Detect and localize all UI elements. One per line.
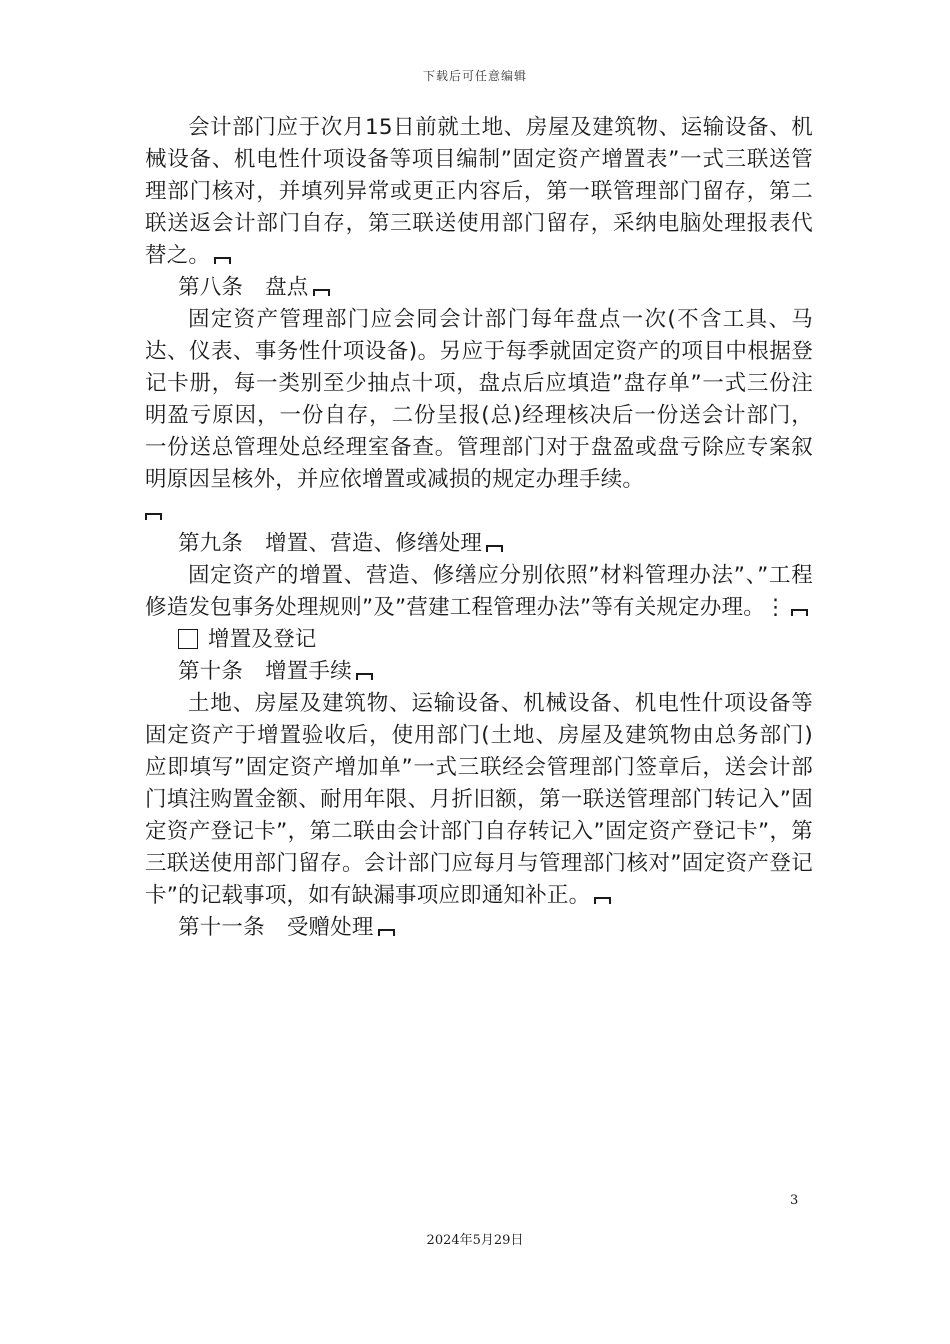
paragraph-mark-icon — [145, 513, 162, 520]
paragraph — [145, 304, 813, 496]
article-heading-10 — [145, 656, 813, 688]
article-number: 第十一条 — [178, 915, 265, 940]
paragraph-text: 固定资产管理部门应会同会计部门每年盘点一次(不含工具、马达、仪表、事务性什项设备)。另应于每季就固定资产的项目中根据登记卡册，每一类别至少抽点十项，盘点后应填造”盘存单”一式三份注明盈亏原因，一份自存，二份呈报(总)经理核决后一份送会计部门，一份送总管理处总经理室备查。管理部门对于盘盈或盘亏除应专案叙明原因呈核外，并应依增置或减损的规定办理手续。 — [145, 307, 813, 492]
paragraph-mark-icon — [313, 289, 330, 296]
paragraph-text: 会计部门应于次月15日前就土地、房屋及建筑物、运输设备、机械设备、机电性什项设备等项目编制”固定资产增置表”一式三联送管理部门核对，并填列异常或更正内容后，第一联管理部门留存，第二联送返会计部门自存，第三联送使用部门留存，采纳电脑处理报表代替之。 — [145, 115, 813, 268]
article-heading-11 — [145, 912, 813, 944]
article-number: 第八条 — [178, 275, 244, 300]
page-header: 下载后可任意编辑 — [422, 69, 527, 83]
page-footer-date: 2024年5月29日 — [426, 1233, 524, 1248]
paragraph-mark-icon — [791, 609, 808, 616]
article-title: 盘点 — [265, 275, 309, 300]
paragraph-mark-icon — [356, 673, 373, 680]
paragraph — [145, 560, 813, 624]
article-number: 第十条 — [178, 659, 244, 684]
paragraph-mark-icon — [486, 545, 503, 552]
paragraph-mark-icon — [214, 257, 231, 264]
paragraph-text: 土地、房屋及建筑物、运输设备、机械设备、机电性什项设备等固定资产于增置验收后，使用部门(土地、房屋及建筑物由总务部门)应即填写”固定资产增加单”一式三联经会管理部门签章后，送会计部门填注购置金额、耐用年限、月折旧额，第一联送管理部门转记入”固定资产登记卡”，第二联由会计部门自存转记入”固定资产登记卡”，第三联送使用部门留存。会计部门应每月与管理部门核对”固定资产登记卡”的记载事项，如有缺漏事项应即通知补正。 — [145, 691, 813, 908]
article-number: 第九条 — [178, 531, 244, 556]
article-title: 增置手续 — [265, 659, 352, 684]
paragraph-mark-icon — [594, 897, 611, 904]
article-heading-8 — [145, 272, 813, 304]
section-title: 增置及登记 — [208, 627, 317, 652]
article-title: 增置、营造、修缮处理 — [265, 531, 483, 556]
paragraph — [145, 688, 813, 912]
paragraph-mark-line — [145, 496, 813, 528]
page-number: 3 — [790, 1193, 799, 1208]
paragraph — [145, 112, 813, 272]
document-body — [145, 112, 813, 944]
checkbox-icon — [178, 629, 198, 649]
article-title: 受赠处理 — [286, 915, 374, 940]
section-heading — [145, 624, 813, 656]
paragraph-text: 固定资产的增置、营造、修缮应分别依照”材料管理办法”、”工程修造发包事务处理规则”及”营建工程管理办法”等有关规定办理。⋮ — [145, 563, 813, 620]
article-heading-9 — [145, 528, 813, 560]
paragraph-mark-icon — [378, 929, 395, 936]
